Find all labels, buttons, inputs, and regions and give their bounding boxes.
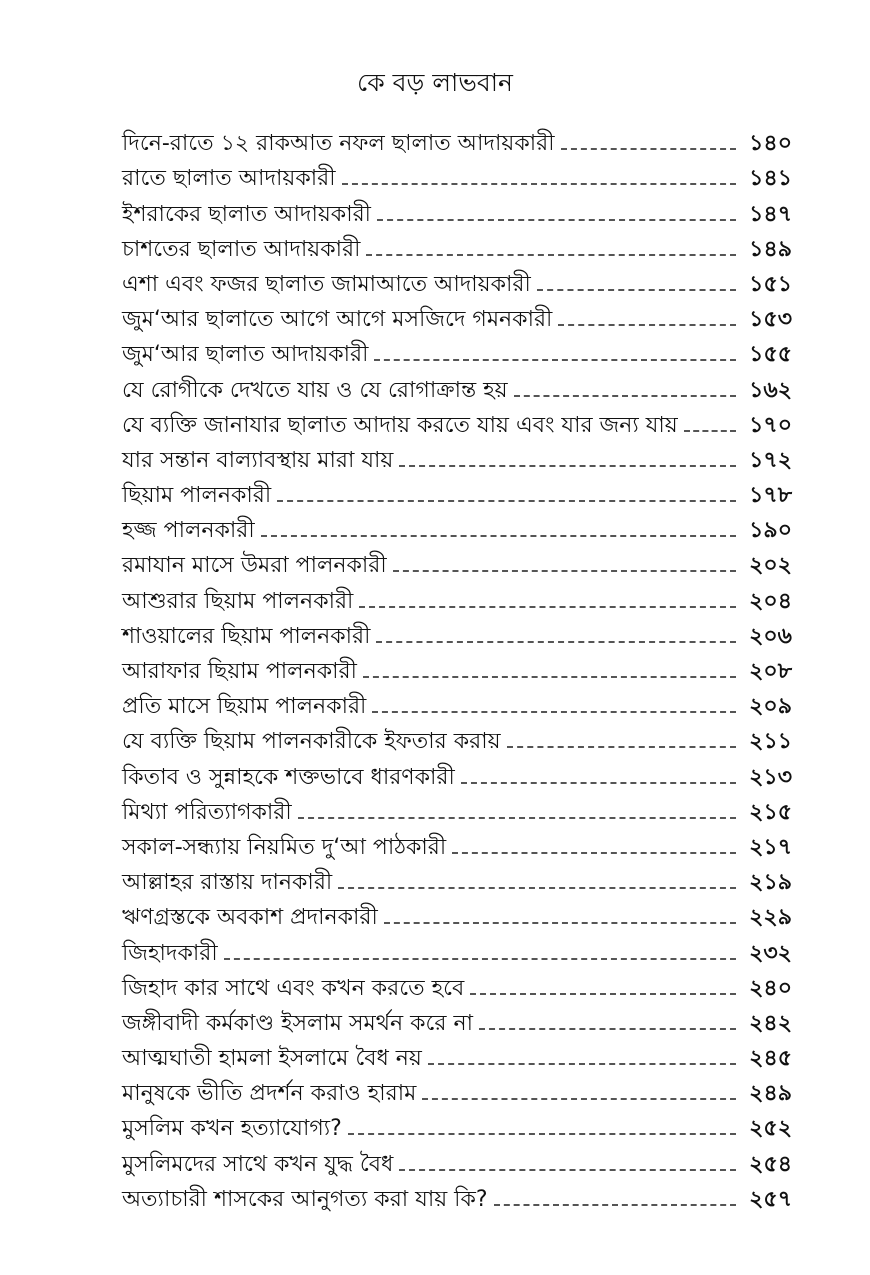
- toc-entry: [122, 898, 792, 933]
- toc-entry-title: চাশতের ছালাত আদায়কারী: [122, 236, 361, 262]
- dotted-leader: [374, 359, 736, 361]
- dotted-leader: [393, 570, 736, 572]
- toc-entry: [122, 793, 792, 828]
- dotted-leader: [479, 1028, 736, 1030]
- toc-entry-page-number: ১৪০: [749, 131, 792, 157]
- dotted-leader: [359, 606, 736, 608]
- toc-entry-page-number: ১৫৩: [749, 307, 792, 333]
- toc-entry: [122, 581, 792, 616]
- dotted-leader: [422, 1098, 736, 1100]
- dotted-leader: [428, 1063, 736, 1065]
- toc-entry: [122, 722, 792, 757]
- toc-entry-page-number: ১৯০: [749, 518, 792, 544]
- toc-entry: [122, 1180, 792, 1215]
- toc-entry: [122, 230, 792, 265]
- toc-entry: [122, 124, 792, 159]
- dotted-leader: [338, 887, 736, 889]
- toc-entry-title: আরাফার ছিয়াম পালনকারী: [122, 659, 357, 684]
- toc-entry-title: হজ্জ পালনকারী: [122, 518, 255, 544]
- toc-entry: [122, 511, 792, 546]
- toc-entry-title: জঙ্গীবাদী কর্মকাণ্ড ইসলাম সমর্থন করে না: [122, 1010, 473, 1036]
- toc-entry-title: যে ব্যক্তি ছিয়াম পালনকারীকে ইফতার করায়: [122, 729, 501, 755]
- toc-entry-page-number: ১৫১: [749, 271, 792, 297]
- dotted-leader: [277, 500, 736, 502]
- dotted-leader: [684, 430, 736, 432]
- toc-entry: [122, 1109, 792, 1144]
- dotted-leader: [452, 852, 736, 854]
- dotted-leader: [494, 1204, 736, 1206]
- toc-entry-page-number: ১৬২: [749, 377, 792, 403]
- toc-entry: [122, 300, 792, 335]
- toc-entry-page-number: ২১৯: [749, 870, 792, 896]
- dotted-leader: [348, 1133, 736, 1135]
- toc-entry: [122, 1074, 792, 1109]
- toc-entry-title: যে ব্যক্তি জানাযার ছালাত আদায় করতে যায় এবং যার জন্য যায়: [122, 412, 678, 438]
- toc-entry-title: সকাল-সন্ধ্যায় নিয়মিত দু‘আ পাঠকারী: [122, 834, 447, 860]
- toc-entry-title: রাতে ছালাত আদায়কারী: [122, 166, 336, 192]
- toc-entry: [122, 1004, 792, 1039]
- dotted-leader: [399, 465, 736, 467]
- dotted-leader: [298, 817, 736, 819]
- toc-entry: [122, 476, 792, 511]
- toc-entry: [122, 406, 792, 441]
- toc-entry: [122, 828, 792, 863]
- toc-entry-page-number: ১৪৭: [749, 201, 792, 227]
- toc-entry-page-number: ২৪০: [749, 975, 792, 1001]
- toc-entry-page-number: ২৩২: [749, 940, 792, 966]
- dotted-leader: [372, 711, 736, 713]
- toc-entry-page-number: ১৭২: [749, 447, 792, 473]
- dotted-leader: [507, 746, 736, 748]
- dotted-leader: [561, 148, 737, 150]
- toc-entry: [122, 652, 792, 687]
- toc-entry-page-number: ১৭৮: [749, 483, 792, 509]
- toc-entry-page-number: ২০৮: [749, 659, 792, 684]
- toc-entry-page-number: ২১৭: [749, 834, 792, 860]
- toc-entry-page-number: ১৪১: [749, 166, 792, 192]
- toc-entry-title: এশা এবং ফজর ছালাত জামাআতে আদায়কারী: [122, 271, 531, 297]
- toc-entry: [122, 159, 792, 194]
- toc-entry-title: শাওয়ালের ছিয়াম পালনকারী: [122, 623, 371, 649]
- toc-entry-page-number: ২৪৫: [749, 1046, 792, 1072]
- toc-entry-title: যার সন্তান বাল্যাবস্থায় মারা যায়: [122, 447, 394, 473]
- toc-entry-page-number: ২০৬: [749, 623, 792, 649]
- toc-entry-page-number: ২৫৭: [749, 1186, 792, 1212]
- toc-entry: [122, 1144, 792, 1179]
- toc-entry-page-number: ২১১: [749, 729, 792, 755]
- toc-entry-page-number: ২০৯: [749, 694, 792, 720]
- dotted-leader: [461, 782, 736, 784]
- toc-entry-page-number: ২১৫: [749, 799, 792, 825]
- toc-entry-title: দিনে-রাতে ১২ রাকআত নফল ছালাত আদায়কারী: [122, 131, 555, 157]
- dotted-leader: [261, 535, 736, 537]
- toc-entry: [122, 441, 792, 476]
- toc-entry-title: জুম‘আর ছালাতে আগে আগে মসজিদে গমনকারী: [122, 307, 553, 333]
- toc-entry: [122, 933, 792, 968]
- toc-entry-title: আশুরার ছিয়াম পালনকারী: [122, 588, 354, 614]
- dotted-leader: [366, 254, 736, 256]
- dotted-leader: [558, 324, 736, 326]
- toc-entry: [122, 194, 792, 229]
- dotted-leader: [514, 395, 736, 397]
- toc-entry-title: ছিয়াম পালনকারী: [122, 483, 272, 509]
- dotted-leader: [537, 289, 736, 291]
- toc-entry: [122, 617, 792, 652]
- toc-entry-page-number: ২০৪: [749, 588, 792, 614]
- toc-entry-title: ঋণগ্রস্তকে অবকাশ প্রদানকারী: [122, 905, 378, 931]
- dotted-leader: [363, 676, 736, 678]
- toc-entry-title: মিথ্যা পরিত্যাগকারী: [122, 799, 292, 825]
- dotted-leader: [376, 641, 736, 643]
- toc-entry-title: মুসলিমদের সাথে কখন যুদ্ধ বৈধ: [122, 1151, 394, 1177]
- dotted-leader: [342, 183, 736, 185]
- toc-entry-page-number: ২৪২: [749, 1010, 792, 1036]
- toc-entry-title: ইশরাকের ছালাত আদায়কারী: [122, 201, 371, 227]
- table-of-contents: [122, 124, 792, 1215]
- toc-entry-page-number: ২১৩: [749, 764, 792, 790]
- toc-entry-page-number: ১৭০: [749, 412, 792, 438]
- dotted-leader: [399, 1169, 736, 1171]
- dotted-leader: [384, 922, 736, 924]
- toc-entry-title: মানুষকে ভীতি প্রদর্শন করাও হারাম: [122, 1081, 417, 1107]
- page-header: কে বড় লাভবান: [357, 68, 513, 97]
- toc-entry-title: আত্মঘাতী হামলা ইসলামে বৈধ নয়: [122, 1046, 422, 1072]
- toc-entry-page-number: ২০২: [749, 553, 792, 579]
- toc-entry: [122, 546, 792, 581]
- toc-entry: [122, 969, 792, 1004]
- toc-entry-title: মুসলিম কখন হত্যাযোগ্য?: [122, 1116, 342, 1142]
- toc-entry-page-number: ১৪৯: [749, 236, 792, 262]
- toc-entry-title: জিহাদকারী: [122, 940, 218, 966]
- toc-entry: [122, 1039, 792, 1074]
- toc-entry-title: জিহাদ কার সাথে এবং কখন করতে হবে: [122, 975, 465, 1001]
- dotted-leader: [224, 958, 736, 960]
- toc-entry-title: অত্যাচারী শাসকের আনুগত্য করা যায় কি?: [122, 1186, 488, 1212]
- toc-entry-page-number: ২৫২: [749, 1116, 792, 1142]
- toc-entry-page-number: ২৫৪: [749, 1151, 792, 1177]
- dotted-leader: [377, 219, 736, 221]
- toc-entry-title: রমাযান মাসে উমরা পালনকারী: [122, 553, 387, 579]
- dotted-leader: [470, 993, 736, 995]
- toc-entry: [122, 687, 792, 722]
- toc-entry-title: জুম‘আর ছালাত আদায়কারী: [122, 342, 369, 368]
- toc-entry-title: যে রোগীকে দেখতে যায় ও যে রোগাক্রান্ত হয়: [122, 377, 508, 403]
- toc-entry: [122, 863, 792, 898]
- toc-entry-page-number: ১৫৫: [749, 342, 792, 368]
- toc-entry: [122, 370, 792, 405]
- toc-entry-page-number: ২৪৯: [749, 1081, 792, 1107]
- toc-entry-title: কিতাব ও সুন্নাহকে শক্তভাবে ধারণকারী: [122, 764, 455, 790]
- toc-entry: [122, 265, 792, 300]
- toc-entry: [122, 757, 792, 792]
- toc-entry: [122, 335, 792, 370]
- toc-entry-title: প্রতি মাসে ছিয়াম পালনকারী: [122, 694, 367, 720]
- toc-entry-page-number: ২২৯: [749, 905, 792, 931]
- toc-entry-title: আল্লাহর রাস্তায় দানকারী: [122, 870, 333, 896]
